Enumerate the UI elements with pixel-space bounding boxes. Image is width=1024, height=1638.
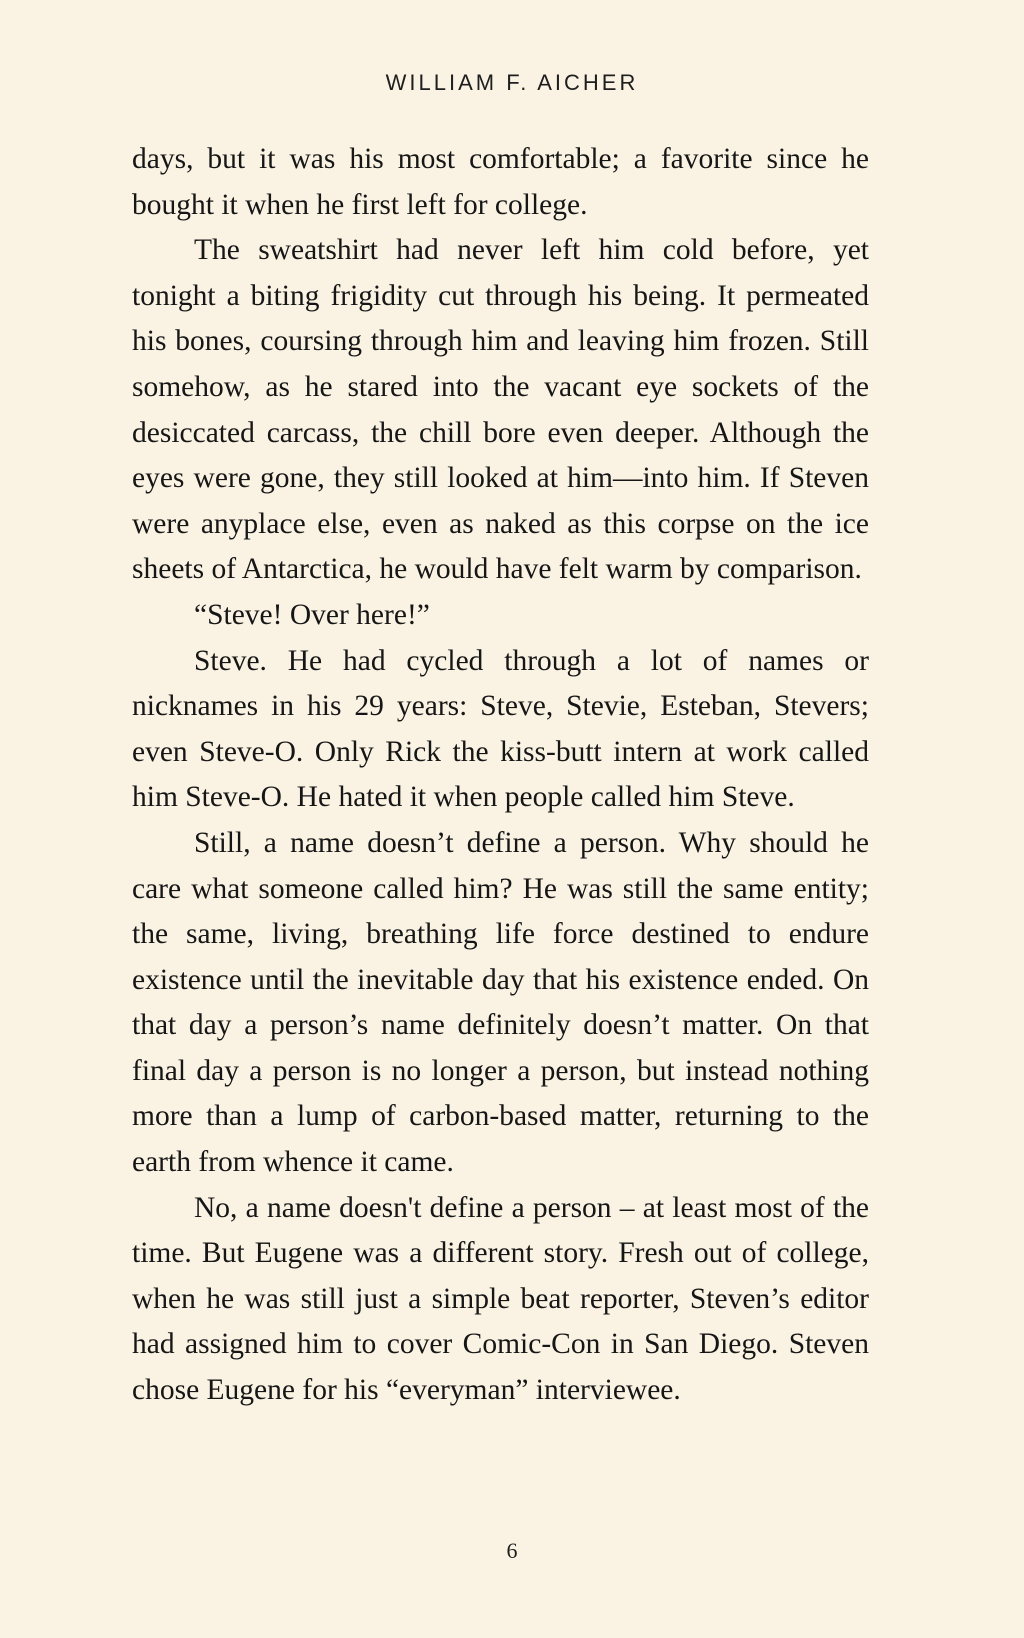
paragraph: No, a name doesn't define a person – at least most of the time. But Eugene was a different story. Fresh out of college, when he was still just a simple beat reporter, Steven’s editor had assigned him to cover Comic-Con in San Diego. Steven chose Eugene for his “everyman” interviewee. <box>132 1191 869 1407</box>
body-text <box>132 137 869 1414</box>
paragraph: The sweatshirt had never left him cold before, yet tonight a biting frigidity cut through his being. It permeated his bones, coursing through him and leaving him frozen. Still somehow, as he stared into the vacant eye sockets of the desiccated carcass, the chill bore even deeper. Although the eyes were gone, they still looked at him—into him. If Steven were anyplace else, even as naked as this corpse on the ice sheets of Antarctica, he would have felt warm by comparison. <box>132 234 869 586</box>
paragraph-dialogue: “Steve! Over here!” <box>194 598 430 631</box>
running-head: WILLIAM F. AICHER <box>385 70 639 95</box>
paragraph: Still, a name doesn’t define a person. Why should he care what someone called him? He was still the same entity; the same, living, breathing life force destined to endure existence until the inevitable day that his existence ended. On that day a person’s name definitely doesn’t matter. On that final day a person is no longer a person, but instead nothing more than a lump of carbon-based matter, returning to the earth from whence it came. <box>132 826 869 1179</box>
paragraph: Steve. He had cycled through a lot of names or nicknames in his 29 years: Steve, Stevie, Esteban, Stevers; even Steve-O. Only Rick the kiss-butt intern at work called him Steve-O. He hated it when people called him Steve. <box>132 644 869 814</box>
paragraph-continued: days, but it was his most comfortable; a favorite since he bought it when he first left for college. <box>132 143 869 221</box>
page-number: 6 <box>506 1538 518 1563</box>
